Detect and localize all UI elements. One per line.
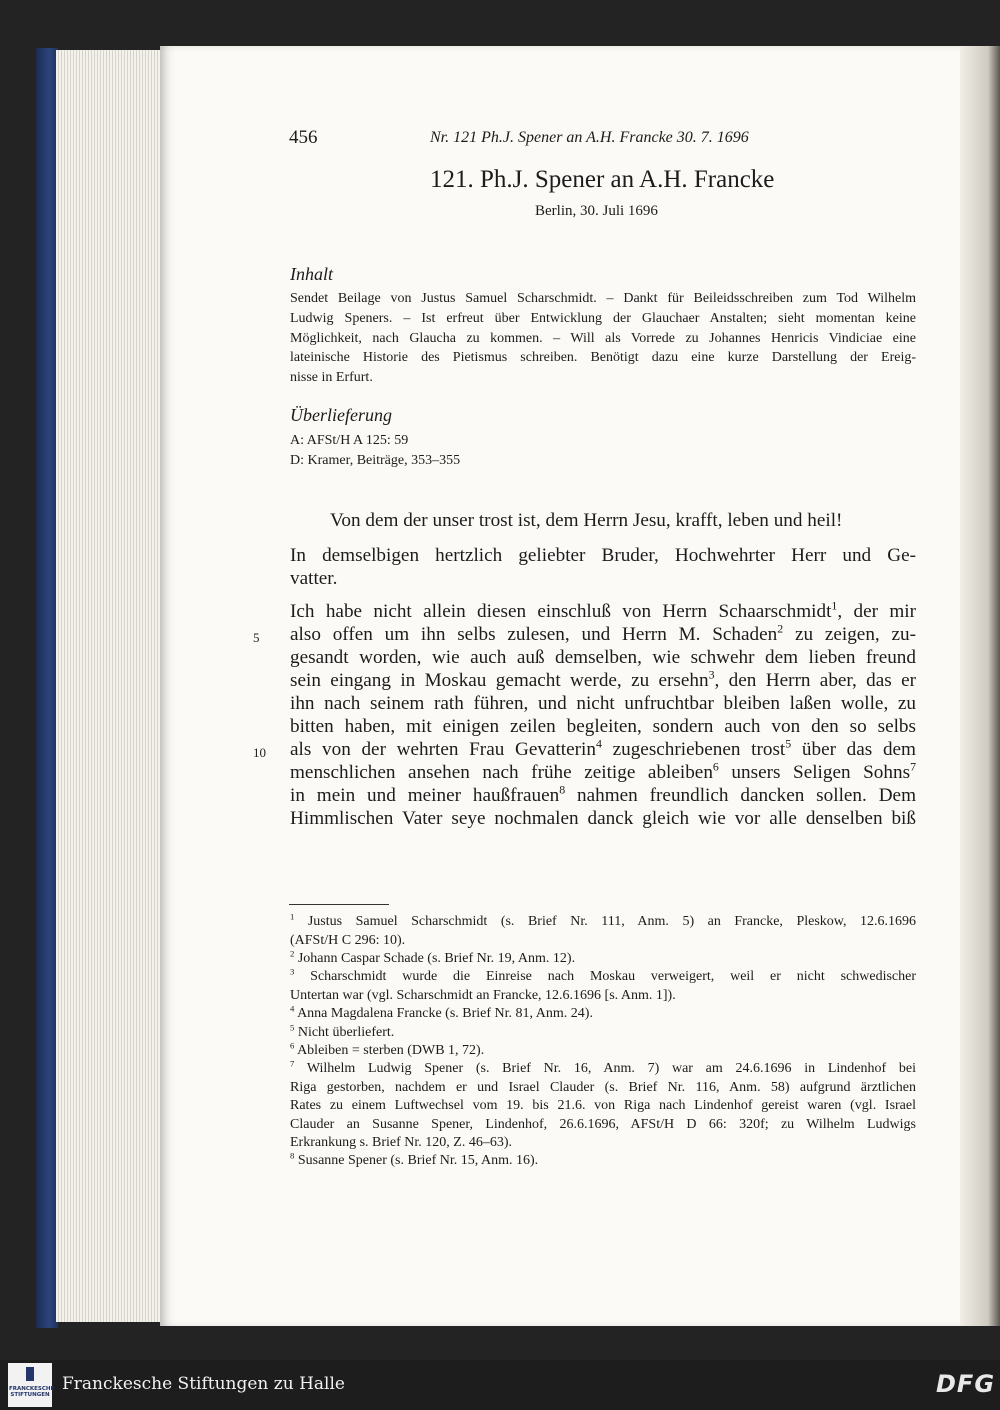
footnote-marker: 6 [712, 759, 719, 774]
body-line: ihn nach seinem rath führen, und nicht unfruchtbar bleiben laßen wolle, zu [290, 693, 916, 714]
footnote-marker: 1 [831, 598, 838, 613]
footnote-marker: 2 [777, 621, 784, 636]
footnote-line: $^5$ Nicht überliefert. [290, 1022, 395, 1040]
footnote-marker: 1 [290, 911, 295, 922]
inhalt-heading: Inhalt [290, 264, 333, 284]
footnote-line: (AFSt/H C 296: 10). [290, 933, 406, 948]
footnote-marker: 7 [290, 1058, 295, 1069]
inhalt-line: lateinische Historie des Pietismus schreiben. Benötigt dazu eine kurze Darstellung der Ereig- [290, 350, 916, 365]
logo-text: FRANCKESCHE STIFTUNGEN [9, 1386, 55, 1398]
footnote-line: $^4$ Anna Magdalena Francke (s. Brief Nr. 81, Anm. 24). [290, 1003, 593, 1021]
book-cover [36, 48, 58, 1328]
line-number: 10 [253, 745, 266, 760]
footnote-marker: 3 [708, 667, 715, 682]
inhalt-line: nisse in Erfurt. [290, 370, 373, 385]
body-line: Ich habe nicht allein diesen einschluß von Herrn Schaarschmidt$^1$, der mir [290, 598, 916, 622]
body-line: sein eingang in Moskau gemacht werde, zu ersehn$^3$, den Herrn aber, das er [290, 667, 916, 691]
footnote-marker: 8 [290, 1150, 295, 1161]
body-line: in mein und meiner haußfrauen$^8$ nahmen freundlich dancken sollen. Dem [290, 782, 916, 806]
logo-mark [26, 1367, 34, 1381]
franckesche-logo-icon [8, 1363, 55, 1407]
source-line: D: Kramer, Beiträge, 353–355 [290, 453, 461, 468]
footnote-line: Clauder an Susanne Spener, Lindenhof, 26.6.1696, AFSt/H D 66: 320f; zu Wilhelm Ludwigs [290, 1117, 916, 1132]
body-line: Himmlischen Vater seye nochmalen danck gleich wie vor alle denselben biß [290, 808, 916, 829]
footnote-marker: 4 [290, 1003, 295, 1014]
page-edges [56, 50, 164, 1322]
footnote-rule [289, 904, 389, 905]
address-line: In demselbigen hertzlich geliebter Bruder, Hochwehrter Herr und Ge- [290, 545, 916, 566]
footnote-line: $^8$ Susanne Spener (s. Brief Nr. 15, Anm. 16). [290, 1150, 539, 1168]
place-date: Berlin, 30. Juli 1696 [535, 203, 658, 219]
body-line: als von der wehrten Frau Gevatterin$^4$ zugeschriebenen trost$^5$ über das dem [290, 736, 916, 760]
ueberlieferung-heading: Überlieferung [290, 405, 392, 425]
body-line: also offen um ihn selbs zulesen, und Herrn M. Schaden$^2$ zu zeigen, zu- [290, 621, 916, 645]
inhalt-line: Sendet Beilage von Justus Samuel Scharschmidt. – Dankt für Beileidsschreiben zum Tod Wilhelm [290, 291, 916, 306]
footnote-marker: 5 [785, 736, 792, 751]
inhalt-line: Ludwig Speners. – Ist erfreut über Entwicklung der Glauchaer Anstalten; sieht momentan keine [290, 311, 916, 326]
address-line: vatter. [290, 568, 338, 589]
footnote-marker: 5 [290, 1022, 295, 1033]
running-title: Nr. 121 Ph.J. Spener an A.H. Francke 30. 7. 1696 [430, 129, 749, 146]
footnote-line: $^7$ Wilhelm Ludwig Spener (s. Brief Nr. 16, Anm. 7) war am 24.6.1696 in Lindenhof bei [290, 1058, 916, 1076]
body-line: menschlichen ansehen nach frühe zeitige ableiben$^6$ unsers Seligen Sohns$^7$ [290, 759, 917, 783]
institution-name: Franckesche Stiftungen zu Halle [62, 1374, 345, 1394]
footnote-line: Untertan war (vgl. Scharschmidt an Francke, 12.6.1696 [s. Anm. 1]). [290, 988, 676, 1003]
inhalt-line: Möglichkeit, nach Glaucha zu kommen. – Will als Vorrede zu Johannes Henricis Vindiciae eine [290, 331, 916, 346]
page-gutter [960, 46, 1000, 1326]
salutation: Von dem der unser trost ist, dem Herrn Jesu, krafft, leben und heil! [330, 510, 843, 531]
footnote-line: $^2$ Johann Caspar Schade (s. Brief Nr. 19, Anm. 12). [290, 948, 576, 966]
footnote-line: Erkrankung s. Brief Nr. 120, Z. 46–63). [290, 1135, 513, 1150]
letter-title: 121. Ph.J. Spener an A.H. Francke [430, 166, 775, 193]
source-line: A: AFSt/H A 125: 59 [290, 433, 409, 448]
footnote-marker: 8 [559, 782, 566, 797]
footnote-line: $^3$ Scharschmidt wurde die Einreise nach Moskau verweigert, weil er nicht schwedischer [290, 966, 916, 984]
footnote-line: $^6$ Ableiben = sterben (DWB 1, 72). [290, 1040, 485, 1058]
body-line: bitten haben, mit einigen zeilen begleiten, sondern auch von den so selbs [290, 716, 916, 737]
page-number: 456 [289, 127, 318, 148]
body-line: gesandt worden, wie auch auß demselben, wie schwehr dem lieben freund [290, 647, 916, 668]
dfg-logo: DFG [936, 1370, 996, 1398]
footnote-marker: 3 [290, 966, 295, 977]
footnote-marker: 4 [595, 736, 602, 751]
footnote-marker: 6 [290, 1040, 295, 1051]
footnote-line: Riga gestorben, nachdem er und Israel Clauder (s. Brief Nr. 116, Anm. 58) aufgrund ärztlichen [290, 1080, 916, 1095]
footnote-line: Rates zu einem Luftwechsel vom 19. bis 21.6. von Riga nach Lindenhof gereist waren (vgl. Israel [290, 1098, 916, 1113]
line-number: 5 [253, 630, 260, 645]
footnote-marker: 7 [910, 759, 917, 774]
footnote-line: $^1$ Justus Samuel Scharschmidt (s. Brief Nr. 111, Anm. 5) an Francke, Pleskow, 12.6.1696 [290, 911, 916, 929]
footnote-marker: 2 [290, 948, 295, 959]
